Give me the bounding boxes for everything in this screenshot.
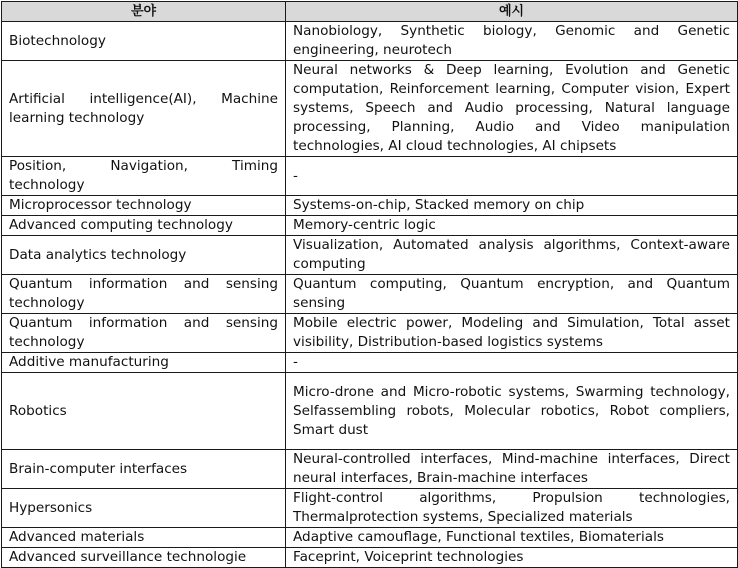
examples-cell: Memory-centric logic	[286, 216, 738, 236]
examples-cell: -	[286, 353, 738, 373]
field-cell: Microprocessor technology	[2, 196, 286, 216]
table-row	[2, 548, 738, 568]
table-row	[2, 22, 738, 61]
field-cell: Robotics	[2, 373, 286, 450]
field-cell: Artificial intelligence(AI), Machine learning technology	[2, 61, 286, 157]
examples-cell: Neural-controlled interfaces, Mind-machine interfaces, Direct neural interfaces, Brain-machine interfaces	[286, 450, 738, 489]
examples-cell: Visualization, Automated analysis algorithms, Context-aware computing	[286, 236, 738, 275]
field-cell: Advanced computing technology	[2, 216, 286, 236]
field-cell: Hypersonics	[2, 489, 286, 528]
table-row	[2, 450, 738, 489]
table-row	[2, 196, 738, 216]
examples-cell: Micro-drone and Micro-robotic systems, Swarming technology, Selfassembling robots, Molecular robotics, Robot compliers, Smart dust	[286, 373, 738, 450]
table-row	[2, 373, 738, 450]
field-cell: Quantum information and sensing technology	[2, 314, 286, 353]
examples-cell: Flight-control algorithms, Propulsion technologies, Thermalprotection systems, Specialized materials	[286, 489, 738, 528]
examples-cell: Neural networks & Deep learning, Evolution and Genetic computation, Reinforcement learning, Computer vision, Expert systems, Speech and Audio processing, Natural language processing, Planning, Audio and Video manipulation technologies, AI cloud technologies, AI chipsets	[286, 61, 738, 157]
examples-cell: Quantum computing, Quantum encryption, and Quantum sensing	[286, 275, 738, 314]
table-header-row	[2, 2, 738, 22]
examples-cell: Mobile electric power, Modeling and Simulation, Total asset visibility, Distribution-based logistics systems	[286, 314, 738, 353]
field-cell: Biotechnology	[2, 22, 286, 61]
table-row	[2, 157, 738, 196]
table-row	[2, 489, 738, 528]
table-row	[2, 528, 738, 548]
table-row	[2, 275, 738, 314]
technology-examples-table	[1, 1, 738, 568]
table-row	[2, 236, 738, 275]
table-row	[2, 61, 738, 157]
field-cell: Advanced materials	[2, 528, 286, 548]
examples-cell: Adaptive camouflage, Functional textiles, Biomaterials	[286, 528, 738, 548]
examples-cell: Systems-on-chip, Stacked memory on chip	[286, 196, 738, 216]
table-row	[2, 216, 738, 236]
technology-table-container	[1, 1, 738, 568]
field-cell: Advanced surveillance technologie	[2, 548, 286, 568]
header-examples: 예시	[286, 2, 738, 22]
examples-cell: -	[286, 157, 738, 196]
field-cell: Position, Navigation, Timing technology	[2, 157, 286, 196]
examples-cell: Faceprint, Voiceprint technologies	[286, 548, 738, 568]
field-cell: Quantum information and sensing technology	[2, 275, 286, 314]
table-row	[2, 314, 738, 353]
table-row	[2, 353, 738, 373]
field-cell: Data analytics technology	[2, 236, 286, 275]
examples-cell: Nanobiology, Synthetic biology, Genomic and Genetic engineering, neurotech	[286, 22, 738, 61]
field-cell: Additive manufacturing	[2, 353, 286, 373]
field-cell: Brain-computer interfaces	[2, 450, 286, 489]
header-field: 분야	[2, 2, 286, 22]
